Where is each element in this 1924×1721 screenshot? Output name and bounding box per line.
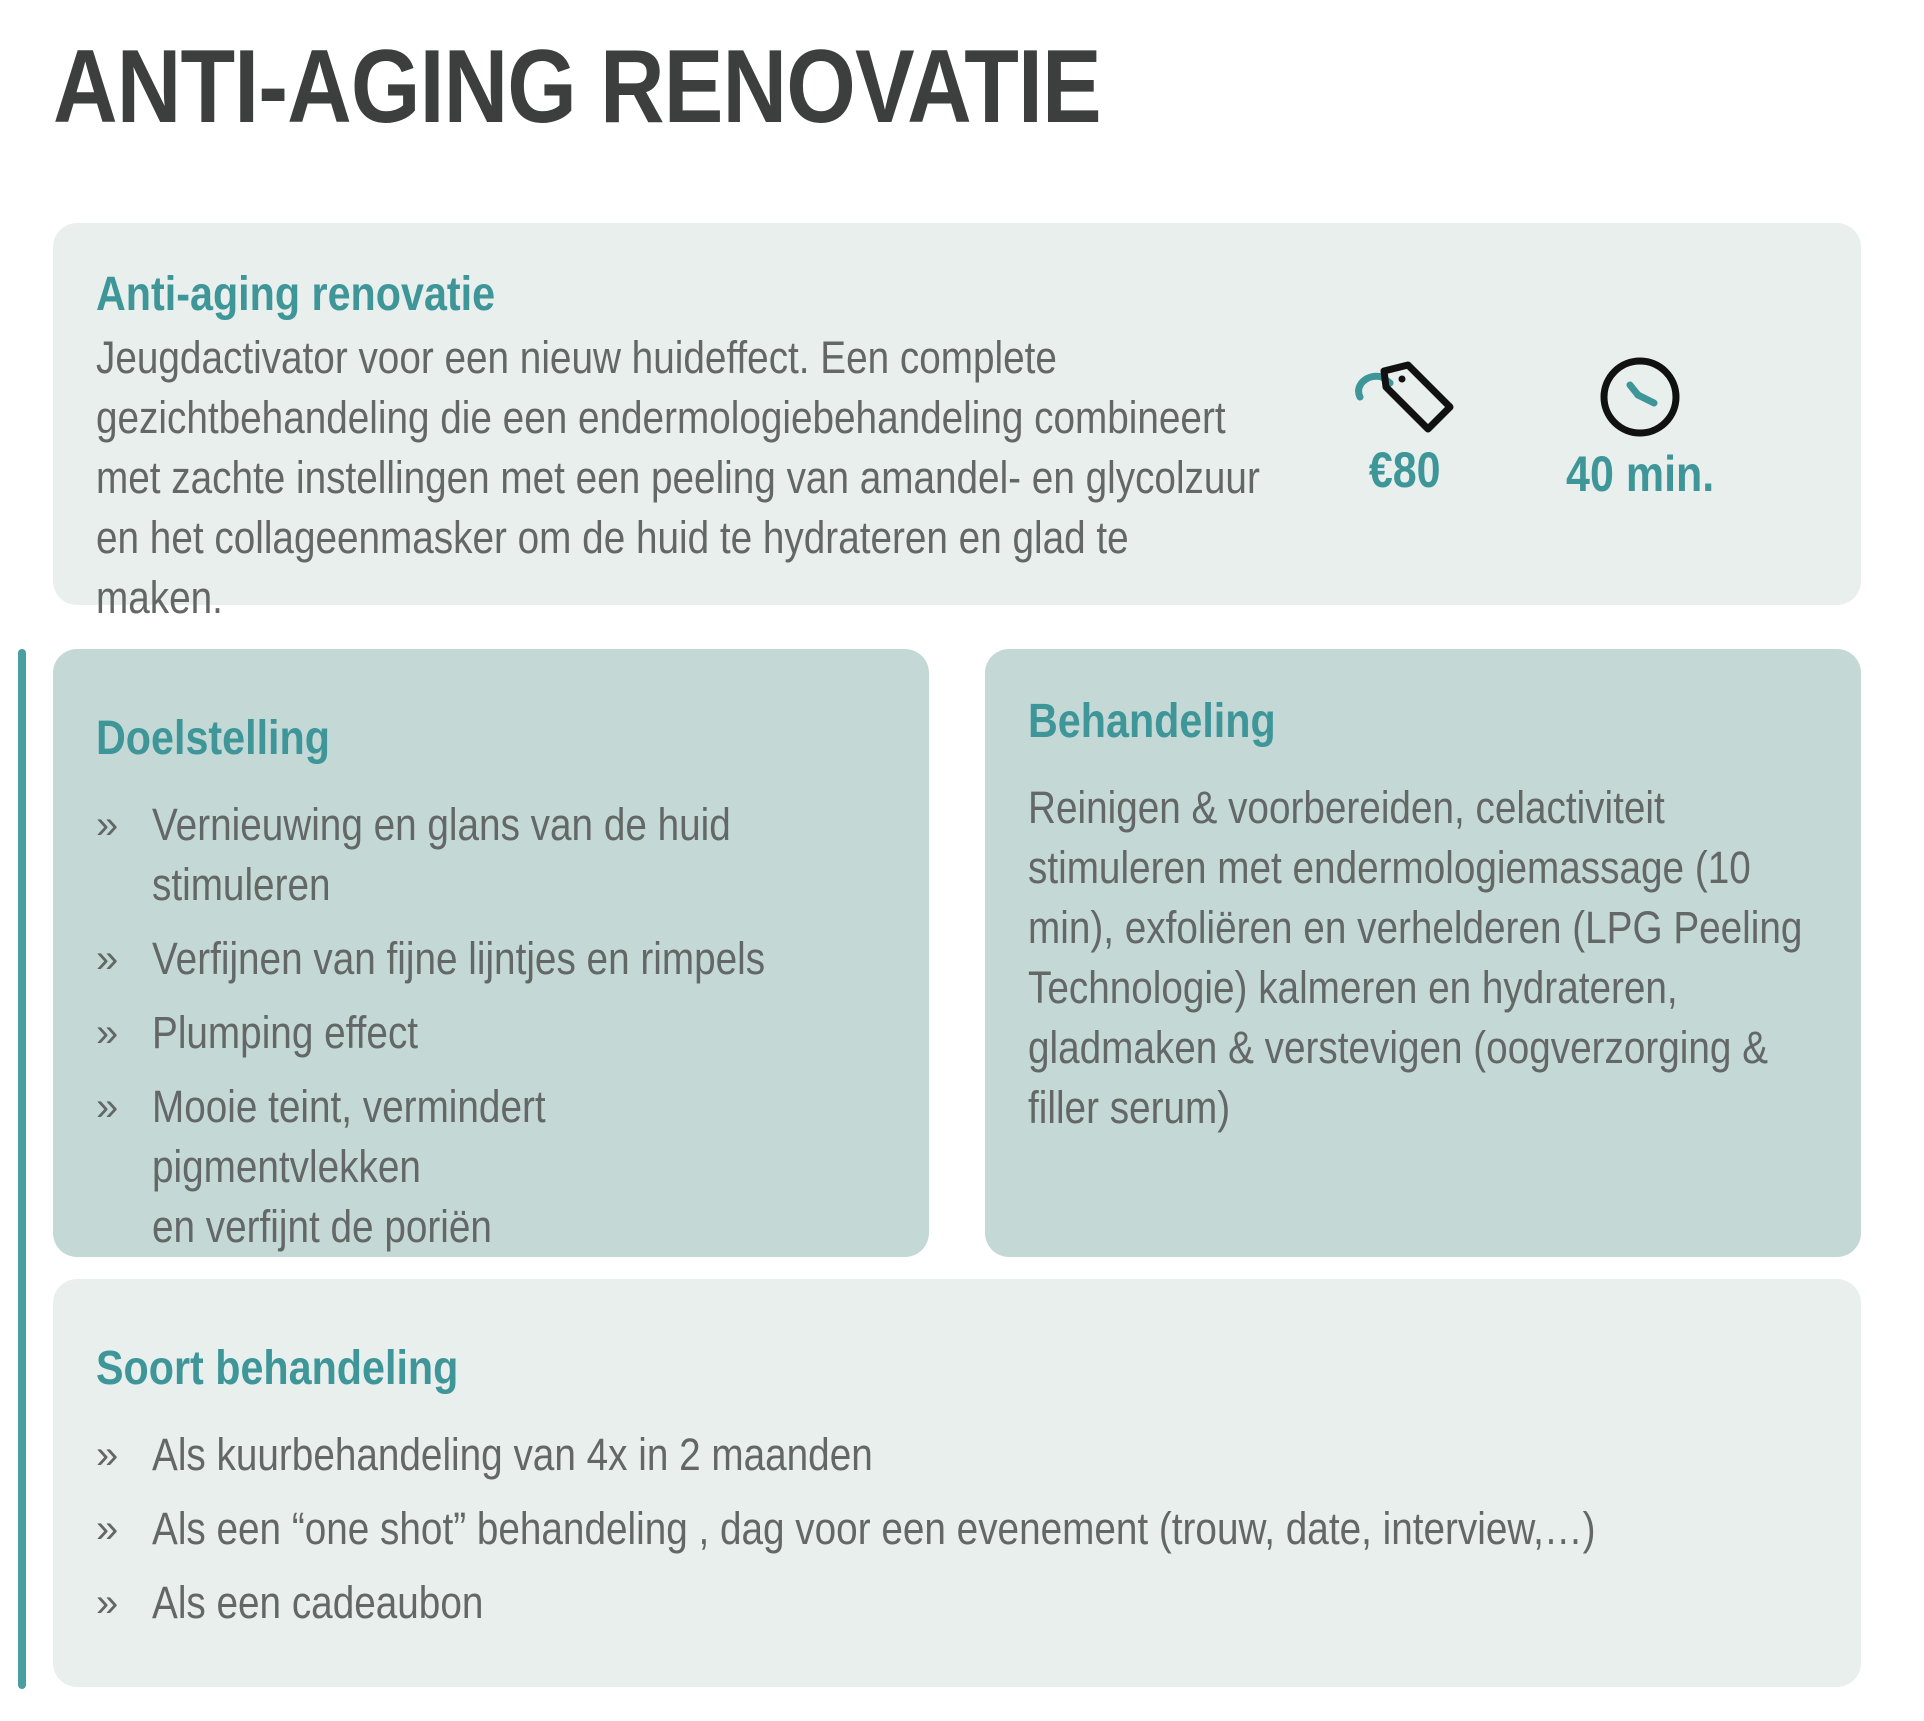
treatment-card bbox=[985, 649, 1861, 1257]
treatment-line: Reinigen & voorbereiden, celactiviteit bbox=[1028, 782, 1665, 833]
bullet-mark: » bbox=[96, 1085, 119, 1129]
intro-description bbox=[96, 328, 1266, 628]
clock-icon bbox=[1598, 355, 1682, 439]
treatment-description bbox=[1028, 778, 1836, 1138]
intro-heading: Anti-aging renovatie bbox=[96, 268, 496, 321]
intro-line: Jeugdactivator voor een nieuw huideffect. Een complete bbox=[96, 332, 1057, 383]
list-item: » Vernieuwing en glans van de huid stimuleren bbox=[96, 795, 896, 915]
intro-line: gezichtbehandeling die een endermologiebehandeling combineert bbox=[96, 392, 1226, 443]
bullet-mark: » bbox=[96, 1581, 119, 1625]
list-item: » Als kuurbehandeling van 4x in 2 maanden bbox=[96, 1425, 1836, 1485]
intro-line: en het collageenmasker om de huid te hydrateren en glad te maken. bbox=[96, 512, 1129, 623]
list-item: » Als een cadeaubon bbox=[96, 1573, 1836, 1633]
duration-value: 40 min. bbox=[1565, 446, 1715, 502]
treatment-line: Technologie) kalmeren en hydrateren, bbox=[1028, 962, 1678, 1013]
treatment-line: min), exfoliëren en verhelderen (LPG Peeling bbox=[1028, 902, 1803, 953]
goal-card bbox=[53, 649, 929, 1257]
page-title: ANTI-AGING RENOVATIE bbox=[53, 29, 1101, 145]
treatment-type-list bbox=[96, 1425, 1836, 1633]
treatment-line: gladmaken & verstevigen (oogverzorging & bbox=[1028, 1022, 1769, 1073]
treatment-line: filler serum) bbox=[1028, 1082, 1231, 1133]
bullet-mark: » bbox=[96, 1433, 119, 1477]
treatment-type-card bbox=[53, 1279, 1861, 1687]
bullet-mark: » bbox=[96, 1011, 119, 1055]
goal-list bbox=[96, 795, 896, 1257]
price-tag-icon bbox=[1350, 355, 1460, 435]
price-info bbox=[1330, 355, 1480, 499]
bullet-mark: » bbox=[96, 1507, 119, 1551]
bullet-mark: » bbox=[96, 803, 119, 847]
treatment-heading: Behandeling bbox=[1028, 695, 1276, 748]
accent-bar bbox=[18, 649, 26, 1689]
bullet-mark: » bbox=[96, 937, 119, 981]
intro-line: met zachte instellingen met een peeling van amandel- en glycolzuur bbox=[96, 452, 1260, 503]
price-value: €80 bbox=[1369, 442, 1441, 498]
treatment-line: stimuleren met endermologiemassage (10 bbox=[1028, 842, 1751, 893]
list-item: » Verfijnen van fijne lijntjes en rimpels bbox=[96, 929, 896, 989]
duration-info bbox=[1540, 355, 1740, 503]
treatment-type-heading: Soort behandeling bbox=[96, 1342, 459, 1395]
list-item: » Plumping effect bbox=[96, 1003, 896, 1063]
list-item: » Mooie teint, vermindert pigmentvlekken en verfijnt de poriën bbox=[96, 1077, 896, 1257]
goal-heading: Doelstelling bbox=[96, 712, 330, 765]
list-item: » Als een “one shot” behandeling , dag voor een evenement (trouw, date, interview,…) bbox=[96, 1499, 1836, 1559]
